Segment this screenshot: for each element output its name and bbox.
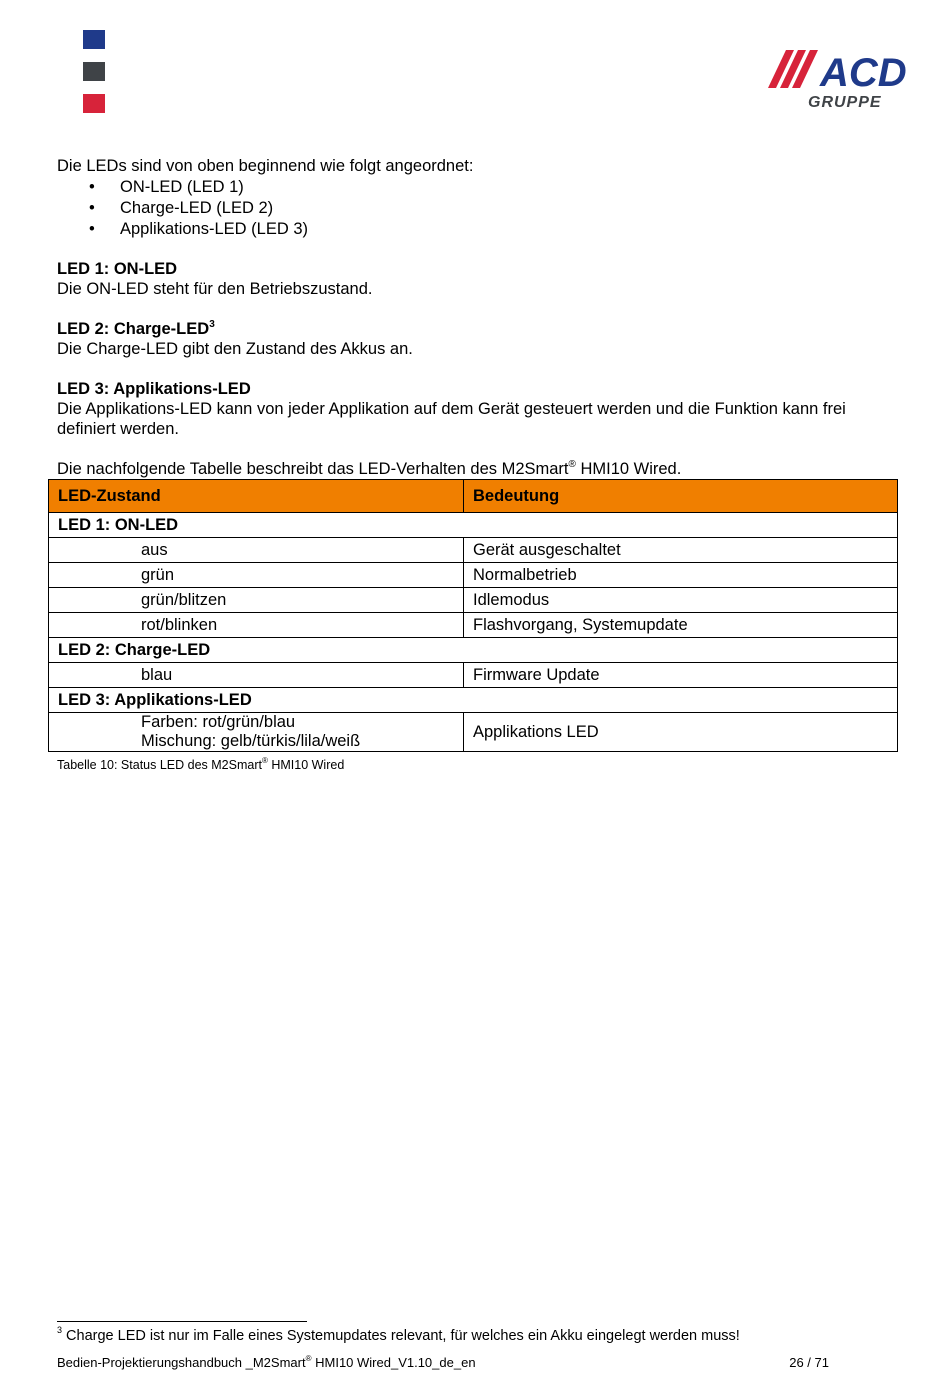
- page-number: 26 / 71: [789, 1355, 829, 1370]
- section-led1: [57, 259, 902, 299]
- section-text: Die Charge-LED gibt den Zustand des Akkus an.: [57, 340, 413, 358]
- footnote: $^3$ Charge LED ist nur im Falle eines Systemupdates relevant, für welches ein Akku eingelegt werden muss!: [57, 1325, 740, 1344]
- list-item: • Charge-LED (LED 2): [57, 198, 902, 219]
- table-row: blau Firmware Update: [49, 663, 898, 688]
- footer-doc-title: Bedien-Projektierungshandbuch _M2Smart® HMI10 Wired_V1.10_de_en: [57, 1353, 476, 1370]
- table-group-row: LED 2: Charge-LED: [49, 638, 898, 663]
- acd-gruppe-logo: [766, 46, 918, 112]
- section-text: Die Applikations-LED kann von jeder Applikation auf dem Gerät gesteuert werden und die Funktion kann frei definiert werden.: [57, 400, 846, 438]
- header-led-state: LED-Zustand: [49, 480, 464, 513]
- section-heading: LED 3: Applikations-LED: [57, 380, 251, 398]
- section-heading: LED 2: Charge-LED$^3$: [57, 318, 215, 338]
- section-text: Die ON-LED steht für den Betriebszustand.: [57, 280, 373, 298]
- table-row: aus Gerät ausgeschaltet: [49, 538, 898, 563]
- section-heading: LED 1: ON-LED: [57, 260, 178, 278]
- logo-square-blue: [83, 30, 105, 49]
- intro-block: [57, 156, 902, 240]
- table-group-row: LED 1: ON-LED: [49, 513, 898, 538]
- logo-text-acd: ACD: [820, 51, 907, 95]
- table-intro: Die nachfolgende Tabelle beschreibt das LED-Verhalten des M2Smart® HMI10 Wired.: [57, 458, 682, 478]
- header-meaning: Bedeutung: [464, 480, 898, 513]
- logo-square-gray: [83, 62, 105, 81]
- section-led3: [57, 379, 902, 439]
- list-item: • ON-LED (LED 1): [57, 177, 902, 198]
- table-row: grün/blitzen Idlemodus: [49, 588, 898, 613]
- led-list: [57, 177, 902, 240]
- section-led2: [57, 319, 902, 359]
- list-item: • Applikations-LED (LED 3): [57, 219, 902, 240]
- logo-square-red: [83, 94, 105, 113]
- table-header-row: [49, 480, 898, 513]
- table-row: rot/blinken Flashvorgang, Systemupdate: [49, 613, 898, 638]
- table-group-row: LED 3: Applikations-LED: [49, 688, 898, 713]
- led-status-table: [48, 479, 898, 752]
- footnote-ref[interactable]: 3: [209, 318, 215, 330]
- page-footer: [57, 1355, 829, 1370]
- logo-text-gruppe: GRUPPE: [808, 94, 882, 111]
- table-row: Farben: rot/grün/blau Mischung: gelb/türkis/lila/weiß Applikations LED: [49, 713, 898, 752]
- table-caption: Tabelle 10: Status LED des M2Smart® HMI10 Wired: [57, 755, 345, 772]
- footnote-divider: [57, 1321, 307, 1322]
- intro-text: Die LEDs sind von oben beginnend wie folgt angeordnet:: [57, 157, 474, 175]
- table-row: grün Normalbetrieb: [49, 563, 898, 588]
